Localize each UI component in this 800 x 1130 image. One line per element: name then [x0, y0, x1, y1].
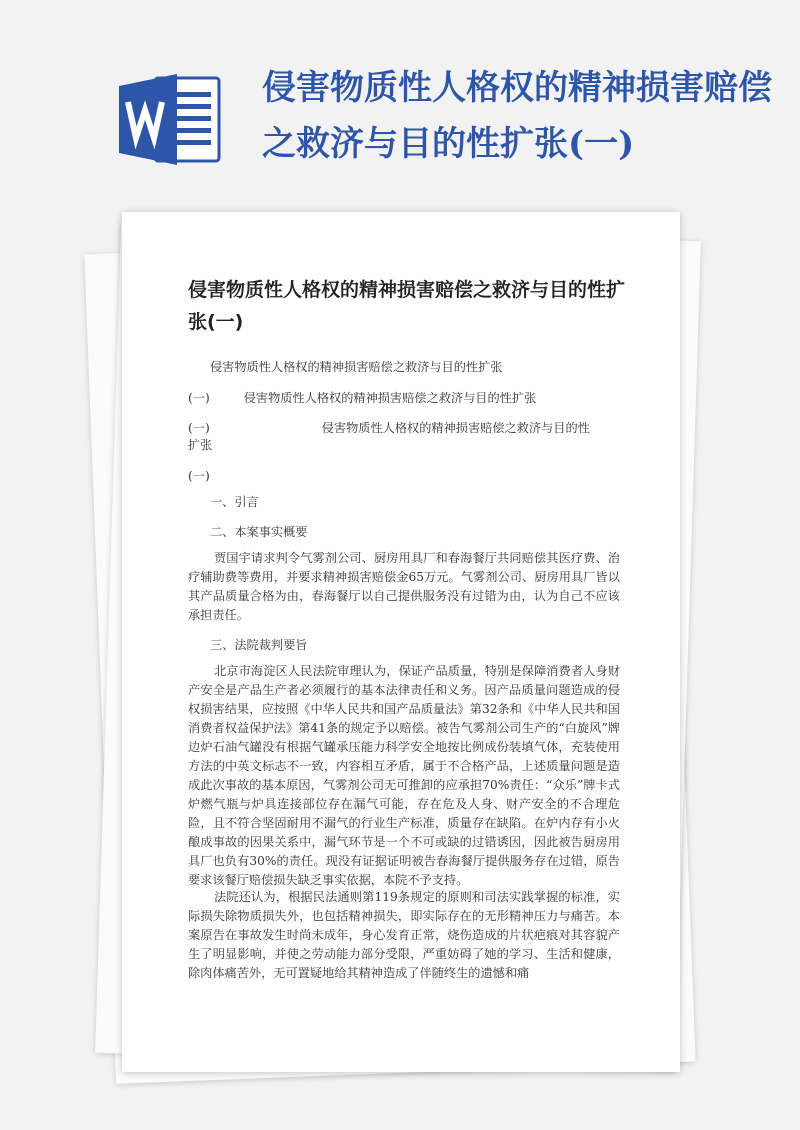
section-heading-ruling: 三、法院裁判要旨 — [210, 638, 308, 652]
header-title: 侵害物质性人格权的精神损害赔偿之救济与目的性扩张(一) — [262, 68, 772, 164]
heading-line-b — [188, 419, 590, 436]
heading-line-c: (一) — [188, 469, 210, 483]
paragraph-damages: 法院还认为，根据民法通则第119条规定的原则和司法实践掌握的标准，实际损失除物质损失外，也包括精神损失，即实际存在的无形精神压力与痛苦。本案原告在事故发生时尚未成年，身心发育正常，烧伤造成的片状疤痕对其容貌产生了明显影响，并使之劳动能力部分受限，严重妨碍了她的学习、生活和健康，除肉体痛苦外，无可置疑地给其精神造成了伴随终生的遗憾和痛 — [188, 890, 620, 980]
heading-text: 侵害物质性人格权的精神损害赔偿之救济与目的性扩张 — [243, 391, 537, 405]
heading-number: (一) — [188, 391, 210, 405]
section-heading-facts: 二、本案事实概要 — [210, 525, 308, 539]
document-page — [122, 212, 680, 1072]
section-heading-intro: 一、引言 — [210, 495, 259, 509]
heading-line-a — [188, 389, 536, 406]
document-title: 侵害物质性人格权的精神损害赔偿之救济与目的性扩张(一) — [188, 279, 626, 333]
heading-line-b-wrap: 扩张 — [188, 438, 213, 452]
header-banner — [0, 0, 800, 205]
document-subtitle: 侵害物质性人格权的精神损害赔偿之救济与目的性扩张 — [210, 360, 503, 374]
paragraph-ruling: 北京市海淀区人民法院审理认为，保证产品质量，特别是保障消费者人身财产安全是产品生产者必须履行的基本法律责任和义务。因产品质量问题造成的侵权损害结果，应按照《中华人民共和国产品质量法》第32条和《中华人民共和国消费者权益保护法》第41条的规定予以赔偿。被告气雾剂公司生产的“白旋风”牌边炉石油气罐没有根据气罐承压能力科学安全地按比例成份装填气体，充装使用方法的中英文标志不一致，内容相互矛盾，属于不合格产品，上述质量问题是造成此次事故的基本原因，气雾剂公司无可推卸的应承担70%责任：“众乐”牌卡式炉燃气瓶与炉具连接部位存在漏气可能，存在危及人身、财产安全的不合理危险，且不符合坚固耐用不漏气的行业生产标准，质量存在缺陷。在炉内存有小火酿成事故的因果关系中，漏气环节是一个不可或缺的过错诱因，因此被告厨房用具厂也负有30%的责任。现没有证据证明被告春海餐厅提供服务存在过错，原告要求该餐厅赔偿损失缺乏事实依据，本院不予支持。 — [188, 664, 620, 887]
heading-number: (一) — [188, 421, 210, 435]
paragraph-facts: 贾国宇请求判令气雾剂公司、厨房用具厂和春海餐厅共同赔偿其医疗费、治疗辅助费等费用，并要求精神损害赔偿金65万元。气雾剂公司、厨房用具厂皆以其产品质量合格为由，春海餐厅以自己提供服务没有过错为由，认为自己不应该承担责任。 — [188, 551, 620, 622]
word-document-icon — [117, 72, 222, 167]
heading-text: 侵害物质性人格权的精神损害赔偿之救济与目的性 — [321, 421, 590, 435]
